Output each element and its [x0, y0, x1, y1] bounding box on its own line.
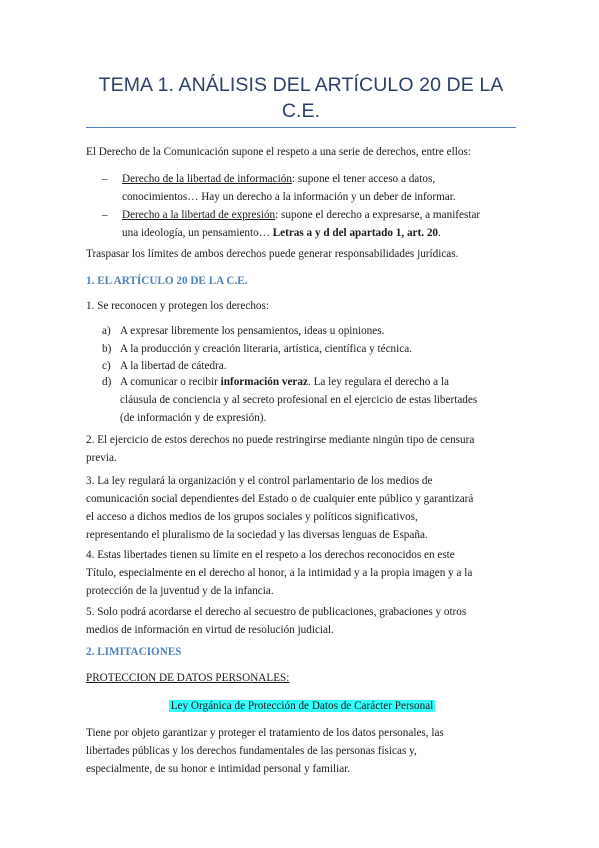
bullet-line-rest: : supone el tener acceso a datos,: [291, 173, 436, 185]
list-line-1: [120, 373, 518, 391]
list-marker: b): [102, 343, 112, 355]
highlighted-law-title: Ley Orgánica de Protección de Datos de Carácter Personal: [170, 700, 434, 712]
list-line-1-bold: información veraz: [220, 376, 308, 388]
bullet-text: [122, 206, 518, 242]
list-line-1-end: . La ley regulara el derecho a la: [307, 376, 449, 388]
paragraph-line: libertades públicas y los derechos fundamentales de las personas físicas y,: [86, 745, 417, 757]
document-title: [86, 72, 516, 124]
bullet-line-1: [122, 206, 518, 224]
list-marker: c): [102, 360, 111, 372]
bullet-item-informacion: [102, 170, 518, 206]
bullet-item-expresion: [102, 206, 518, 242]
section-1-paragraph-3: [86, 472, 518, 544]
list-item-d: [102, 373, 518, 427]
list-line-1-text: A comunicar o recibir: [120, 376, 221, 388]
section-1-paragraph-2: [86, 431, 518, 467]
bullet-line-2-text: una ideología, un pensamiento…: [122, 227, 273, 239]
paragraph-line: 3. La ley regulará la organización y el control parlamentario de los medios de: [86, 475, 433, 487]
bullet-label: Derecho a la libertad de expresión: [122, 209, 276, 221]
bullet-line-2-bold: Letras a y d del apartado 1, art. 20: [272, 227, 439, 239]
section-2-subheading: PROTECCION DE DATOS PERSONALES:: [86, 672, 290, 684]
paragraph-line: 2. El ejercicio de estos derechos no puede restringirse mediante ningún tipo de censura: [86, 434, 475, 446]
section-1-heading: 1. EL ARTÍCULO 20 DE LA C.E.: [86, 275, 248, 287]
paragraph-line: el acceso a dichos medios de los grupos sociales y políticos significativos,: [86, 511, 418, 523]
list-marker: a): [102, 325, 111, 337]
paragraph-line: representando el pluralismo de la sociedad y las diversas lenguas de España.: [86, 529, 428, 541]
dash-marker: –: [102, 173, 108, 185]
bullet-line-2-end: .: [438, 227, 441, 239]
paragraph-line: comunicación social dependientes del Estado o de cualquier ente público y garantizará: [86, 493, 474, 505]
section-1-paragraph-5: [86, 603, 518, 639]
paragraph-line: protección de la juventud y de la infancia.: [86, 585, 274, 597]
paragraph-line: 5. Solo podrá acordarse el derecho al secuestro de publicaciones, grabaciones y otros: [86, 606, 467, 618]
paragraph-line: Título, especialmente en el derecho al honor, a la intimidad y a la propia imagen y a la: [86, 567, 473, 579]
title-line-1: TEMA 1. ANÁLISIS DEL ARTÍCULO 20 DE LA: [98, 74, 504, 96]
list-line-2: cláusula de conciencia y al secreto profesional en el ejercicio de estas libertades: [120, 394, 478, 406]
bullet-line-2: [122, 224, 518, 242]
dash-marker: –: [102, 209, 108, 221]
bullet-label: Derecho de la libertad de información: [122, 173, 292, 185]
paragraph-line: previa.: [86, 452, 117, 464]
section-1-paragraph-1: 1. Se reconocen y protegen los derechos:: [86, 300, 269, 312]
bullet-line-1: [122, 170, 518, 188]
bullet-text: [122, 170, 518, 206]
intro-paragraph: El Derecho de la Comunicación supone el respeto a una serie de derechos, entre ellos:: [86, 146, 471, 158]
paragraph-line: 4. Estas libertades tienen su límite en el respeto a los derechos reconocidos en este: [86, 549, 455, 561]
list-marker: d): [102, 376, 112, 388]
list-text: A expresar libremente los pensamientos, ideas u opiniones.: [120, 325, 385, 337]
list-text: A la producción y creación literaria, artística, científica y técnica.: [120, 343, 412, 355]
bullet-line-rest: : supone el derecho a expresarse, a manifestar: [275, 209, 481, 221]
section-1-paragraph-4: [86, 546, 518, 600]
transition-paragraph: Traspasar los límites de ambos derechos puede generar responsabilidades jurídicas.: [86, 248, 459, 260]
bullet-line-2: conocimientos… Hay un derecho a la información y un deber de informar.: [122, 191, 456, 203]
section-2-heading: 2. LIMITACIONES: [86, 646, 182, 658]
list-text: A la libertad de cátedra.: [120, 360, 227, 372]
paragraph-line: medios de información en virtud de resolución judicial.: [86, 624, 334, 636]
highlight-line: [86, 697, 518, 715]
title-underline-rule: [86, 127, 516, 128]
list-text: [120, 373, 518, 427]
paragraph-line: Tiene por objeto garantizar y proteger el tratamiento de los datos personales, las: [86, 727, 444, 739]
section-2-paragraph: [86, 724, 518, 778]
paragraph-line: especialmente, de su honor e intimidad personal y familiar.: [86, 763, 351, 775]
list-line-3: (de información y de expresión).: [120, 412, 267, 424]
title-line-2: C.E.: [281, 100, 321, 122]
